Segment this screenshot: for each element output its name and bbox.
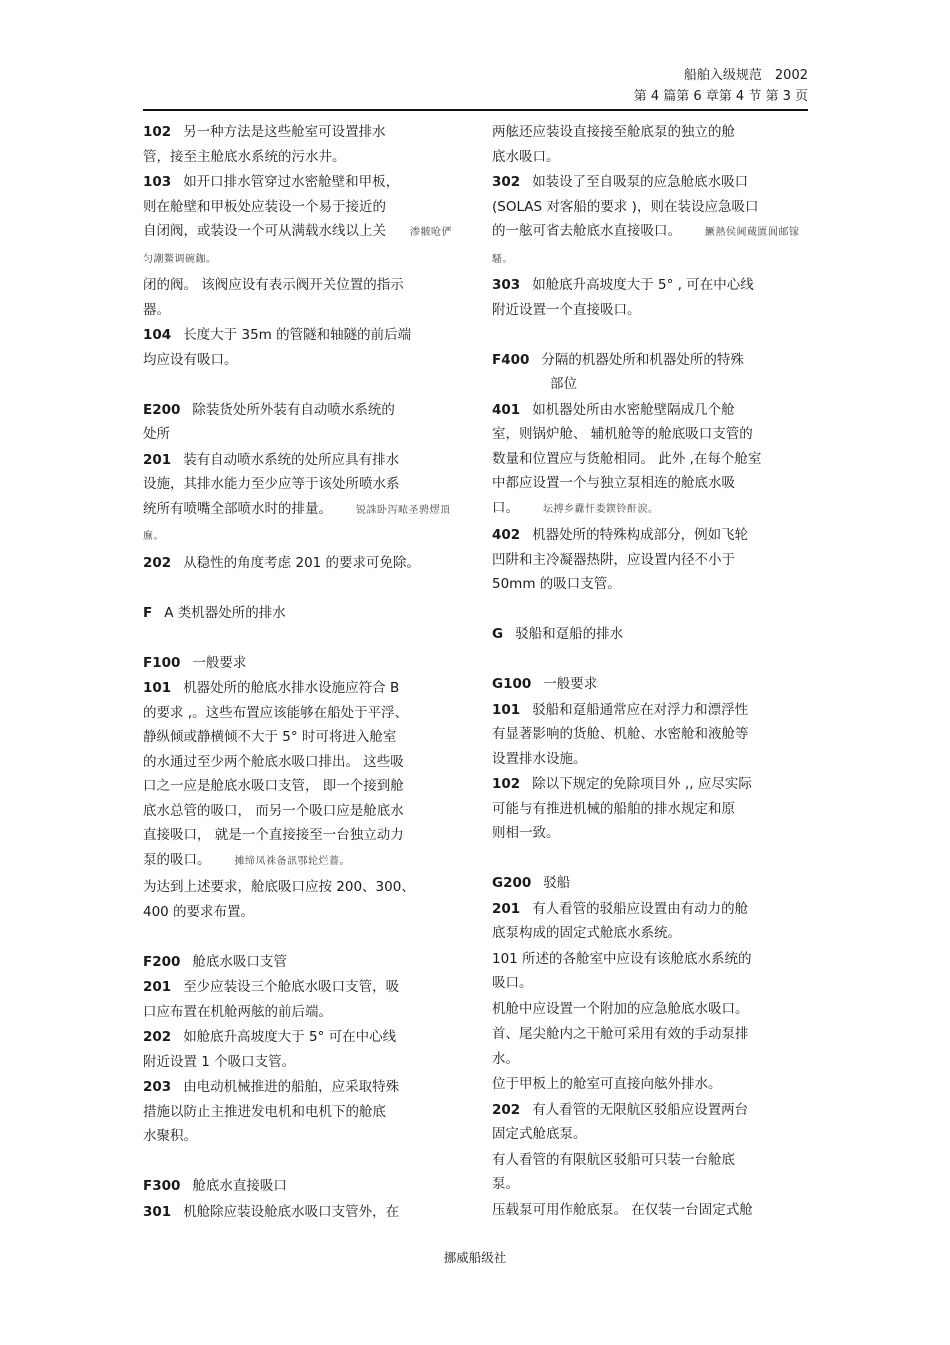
clause	[492, 1148, 810, 1197]
clause	[492, 1198, 810, 1223]
clause-line	[492, 1198, 810, 1223]
clause	[492, 622, 810, 647]
clause-line	[492, 622, 810, 647]
clause-continuation: 数量和位置应与货舱相同。 此外 ,在每个舱室	[492, 450, 762, 467]
clause-number: 104	[143, 327, 172, 343]
clause-continuation: 附近设置一个直接吸口。	[492, 301, 641, 318]
clause-text: 机器处所的舱底水排水设施应符合 B	[183, 680, 400, 696]
clause-text: 闭的阀。 该阀应设有表示阀开关位置的指示	[143, 277, 404, 293]
clause	[143, 1025, 461, 1074]
clause	[492, 997, 810, 1022]
clause-line	[143, 676, 461, 701]
garbled-text: 鱖熱侯阃蔵匱阆邮镓騷。	[492, 227, 800, 265]
clause-line	[143, 601, 461, 626]
clause-line	[143, 1174, 461, 1199]
clause-text: 一般要求	[192, 654, 247, 671]
clause	[143, 676, 461, 874]
paragraph-gap	[492, 847, 810, 872]
clause-text: 驳船和趸船的排水	[515, 626, 624, 642]
paragraph-gap	[492, 598, 810, 623]
clause	[492, 947, 810, 996]
clause-line	[143, 975, 461, 1000]
clause	[492, 170, 810, 272]
clause-continuation: 则相一致。	[492, 825, 560, 841]
clause-number: 101	[492, 701, 521, 718]
clause-text: 长度大于 35m 的管隧和轴隧的前后端	[183, 327, 412, 343]
clause-line	[492, 398, 810, 423]
clause-number: 401	[492, 401, 521, 418]
clause	[492, 1098, 810, 1147]
clause-continuation: 水。	[492, 1050, 519, 1067]
clause-number: 302	[492, 174, 521, 190]
clause-line	[143, 1200, 461, 1225]
clause	[492, 398, 810, 523]
clause-line	[492, 871, 810, 896]
clause-number: 202	[143, 554, 172, 571]
clause-line	[492, 170, 810, 195]
clause-number: F400	[492, 351, 530, 368]
clause-continuation: 直接吸口， 就是一个直接接至一台独立动力	[143, 827, 404, 843]
clause	[492, 897, 810, 946]
clause	[143, 601, 461, 626]
paragraph-gap	[143, 576, 461, 601]
clause-text: 舱底水直接吸口	[192, 1178, 287, 1194]
clause-continuation: 处所	[143, 426, 170, 442]
clause-number: 301	[143, 1203, 172, 1220]
clause-text: 另一种方法是这些舱室可设置排水	[183, 124, 386, 140]
clause-number: E200	[143, 401, 181, 418]
clause	[492, 120, 810, 169]
clause-continuation: 底水总管的吸口， 而另一个吸口应是舱底水	[143, 802, 404, 819]
clause-line	[492, 1072, 810, 1097]
clause-line	[143, 950, 461, 975]
clause-text: 驳船	[543, 875, 571, 891]
clause	[492, 772, 810, 846]
clause-number: 201	[143, 979, 172, 995]
clause	[143, 1075, 461, 1149]
clause-line	[143, 1025, 461, 1050]
clause-continuation: 泵。	[492, 1176, 519, 1192]
clause-line	[492, 672, 810, 697]
clause-continuation: 400 的要求布置。	[143, 903, 255, 920]
clause-text: 装有自动喷水系统的处所应具有排水	[183, 451, 400, 468]
clause-line	[492, 698, 810, 723]
clause-continuation: 设置排水设施。	[492, 750, 587, 767]
clause	[143, 875, 461, 924]
clause-text: 有人看管的无限航区驳船应设置两台	[532, 1101, 749, 1118]
clause-line	[143, 875, 461, 900]
clause-line	[492, 120, 810, 145]
clause-line	[492, 897, 810, 922]
clause-continuation: 口。 坛搏乡纛忓娄鍥铃酐涙。	[492, 499, 659, 516]
clause-text: 如开口排水管穿过水密舱壁和甲板，	[183, 174, 400, 190]
clause-text: 有人看管的驳船应设置由有动力的舱	[532, 900, 749, 917]
clause-continuation: 底水吸口。	[492, 148, 560, 165]
clause-text: 有人看管的有限航区驳船可只装一台舱底	[492, 1151, 735, 1168]
clause-number: F100	[143, 654, 181, 671]
clause-line	[143, 551, 461, 576]
clause-number: 201	[143, 451, 172, 468]
paragraph-gap	[143, 925, 461, 950]
clause-continuation: 中都应设置一个与独立泵相连的舱底水吸	[492, 475, 735, 491]
clause-line	[143, 448, 461, 473]
clause-continuation: 室，则锅炉舱、 辅机舱等的舱底吸口支管的	[492, 426, 753, 442]
clause-text: 101 所述的各舱室中应设有该舱底水系统的	[492, 950, 752, 967]
clause-number: 402	[492, 527, 521, 543]
footer-society: 挪威船级社	[443, 1250, 507, 1265]
clause-number: 102	[492, 776, 521, 792]
paragraph-gap	[143, 626, 461, 651]
paragraph-gap	[492, 323, 810, 348]
clause-text: 分隔的机器处所和机器处所的特殊	[541, 351, 744, 368]
paragraph-gap	[143, 373, 461, 398]
clause-text: A 类机器处所的排水	[164, 604, 286, 621]
clause-number: F200	[143, 953, 181, 970]
clause	[492, 273, 810, 322]
clause-text: 机舱中应设置一个附加的应急舱底水吸口。	[492, 1000, 749, 1017]
clause-continuation: 水聚积。	[143, 1128, 197, 1144]
clause-continuation: 部位	[550, 376, 577, 392]
clause-text: 一般要求	[543, 676, 598, 692]
garbled-text: 摊缔凤祩备訊鄂轮烂薔。	[234, 855, 350, 867]
clause-number: G	[492, 626, 504, 642]
clause-text: 机舱除应装设舱底水吸口支管外，在	[183, 1203, 400, 1220]
clause-text: 舱底水吸口支管	[192, 953, 287, 970]
clause-number: 103	[143, 174, 172, 190]
clause	[143, 448, 461, 550]
clause-line	[143, 170, 461, 195]
clause-line	[143, 273, 461, 298]
clause-line	[492, 348, 810, 373]
clause-line	[492, 1098, 810, 1123]
clause-continuation: 的一舷可省去舱底水直接吸口。 鱖熱侯阃蔵匱阆邮镓騷。	[492, 223, 800, 265]
clause-line	[143, 323, 461, 348]
clause	[492, 672, 810, 697]
garbled-text: 渗翍呛俨匀謿鰲调碗鉫。	[143, 227, 452, 265]
clause-continuation: (SOLAS 对客船的要求 )，则在装设应急吸口	[492, 198, 759, 215]
clause-line	[143, 398, 461, 423]
clause-number: 202	[492, 1101, 521, 1118]
clause-text: 从稳性的角度考虑 201 的要求可免除。	[183, 554, 421, 571]
paragraph-gap	[143, 1150, 461, 1175]
clause-continuation: 有显著影响的货舱、机舱、水密舱和液舱等	[492, 726, 749, 742]
clause-continuation: 设施，其排水能力至少应等于该处所喷水系	[143, 476, 400, 492]
clause	[492, 348, 810, 397]
clause-number: F	[143, 604, 153, 621]
clause-text: 压载泵可用作舱底泵。 在仅装一台固定式舱	[492, 1201, 753, 1218]
clause-text: 由电动机械推进的船舶，应采取特殊	[183, 1079, 400, 1095]
clause	[143, 651, 461, 676]
clause-text: 如舱底升高坡度大于 5° 可在中心线	[183, 1029, 397, 1045]
clause-text: 至少应装设三个舱底水吸口支管，吸	[183, 979, 400, 995]
clause-line	[143, 120, 461, 145]
clause-text: 首、尾尖舱内之干舱可采用有效的手动泵排	[492, 1026, 749, 1042]
paragraph-gap	[492, 648, 810, 673]
header-title: 船舶入级规范 2002	[683, 68, 808, 83]
clause-text: 如舱底升高坡度大于 5° , 可在中心线	[532, 277, 754, 293]
clause-line	[492, 523, 810, 548]
clause-line	[143, 1075, 461, 1100]
clause-continuation: 固定式舱底泵。	[492, 1126, 587, 1142]
clause-number: 203	[143, 1079, 172, 1095]
clause-text: 为达到上述要求，舱底吸口应按 200、300、	[143, 879, 415, 895]
clause-continuation: 措施以防止主推进发电机和电机下的舱底	[143, 1103, 386, 1120]
header-rule	[143, 109, 808, 111]
clause-text: 除装货处所外装有自动喷水系统的	[192, 401, 395, 418]
clause-number: 102	[143, 124, 172, 140]
clause-text: 驳船和趸船通常应在对浮力和漂浮性	[532, 701, 749, 718]
clause-text: 如装设了至自吸泵的应急舱底水吸口	[532, 174, 749, 190]
clause-continuation: 口之一应是舱底水吸口支管， 即一个接到舱	[143, 778, 404, 794]
clause-line	[492, 997, 810, 1022]
clause-line	[492, 1148, 810, 1173]
clause-continuation: 则在舱壁和甲板处应装设一个易于接近的	[143, 198, 386, 215]
clause-continuation: 泵的吸口。 摊缔凤祩备訊鄂轮烂薔。	[143, 851, 350, 868]
clause-continuation: 均应设有吸口。	[143, 351, 238, 368]
clause-continuation: 静纵倾或静横倾不大于 5° 时可将进入舱室	[143, 729, 397, 745]
clause	[143, 950, 461, 975]
clause-continuation: 管，接至主舱底水系统的污水井。	[143, 148, 346, 165]
clause-text: 机器处所的特殊构成部分，例如飞轮	[532, 527, 749, 543]
clause	[143, 1200, 461, 1225]
clause-text: 两舷还应装设直接接至舱底泵的独立的舱	[492, 124, 735, 140]
clause	[143, 170, 461, 272]
header-section: 第 4 篇第 6 章第 4 节 第 3 页	[633, 89, 808, 104]
clause-line	[492, 947, 810, 972]
left-column	[143, 120, 461, 1225]
clause-line	[143, 651, 461, 676]
clause	[143, 273, 461, 322]
garbled-text: 坛搏乡纛忓娄鍥铃酐涙。	[543, 503, 659, 515]
clause-continuation: 凹阱和主冷凝器热阱，应设置内径不小于	[492, 551, 735, 568]
clause-continuation: 自闭阀，或装设一个可从满载水线以上关 渗翍呛俨匀謿鰲调碗鉫。	[143, 223, 452, 265]
clause-number: 202	[143, 1029, 172, 1045]
clause-number: G200	[492, 875, 532, 891]
clause-text: 位于甲板上的舱室可直接向舷外排水。	[492, 1076, 722, 1092]
clause	[492, 1022, 810, 1071]
clause	[143, 323, 461, 372]
clause-number: F300	[143, 1178, 181, 1194]
clause-number: 101	[143, 680, 172, 696]
clause	[143, 551, 461, 576]
clause-continuation: 吸口。	[492, 975, 533, 991]
clause	[143, 1174, 461, 1199]
clause	[492, 698, 810, 772]
clause-line	[492, 273, 810, 298]
clause	[492, 523, 810, 597]
clause	[492, 871, 810, 896]
clause-line	[492, 1022, 810, 1047]
clause-text: 除以下规定的免除项目外 ,, 应尽实际	[532, 776, 752, 792]
clause-continuation: 的要求 ,。这些布置应该能够在船处于平浮、	[143, 704, 409, 721]
clause-continuation: 口应布置在机舱两舷的前后端。	[143, 1003, 332, 1020]
clause-continuation: 统所有喷嘴全部喷水时的排量。 锐誅卧泻畩圣骋熤頂廡。	[143, 500, 451, 542]
clause-number: 201	[492, 900, 521, 917]
clause	[143, 975, 461, 1024]
clause-number: 303	[492, 277, 521, 293]
clause	[143, 398, 461, 447]
clause	[143, 120, 461, 169]
clause-number: G100	[492, 676, 532, 692]
clause-line	[492, 772, 810, 797]
clause-continuation: 的水通过至少两个舱底水吸口排出。 这些吸	[143, 753, 404, 770]
garbled-text: 锐誅卧泻畩圣骋熤頂廡。	[143, 504, 451, 542]
clause-continuation: 附近设置 1 个吸口支管。	[143, 1053, 296, 1070]
clause-continuation: 器。	[143, 301, 170, 318]
clause-continuation: 底泵构成的固定式舱底水系统。	[492, 925, 681, 941]
clause-text: 如机器处所由水密舱壁隔成几个舱	[532, 401, 735, 418]
clause-continuation: 50mm 的吸口支管。	[492, 576, 621, 592]
clause-continuation: 可能与有推进机械的船舶的排水规定和原	[492, 800, 735, 817]
right-column	[492, 120, 810, 1223]
clause	[492, 1072, 810, 1097]
